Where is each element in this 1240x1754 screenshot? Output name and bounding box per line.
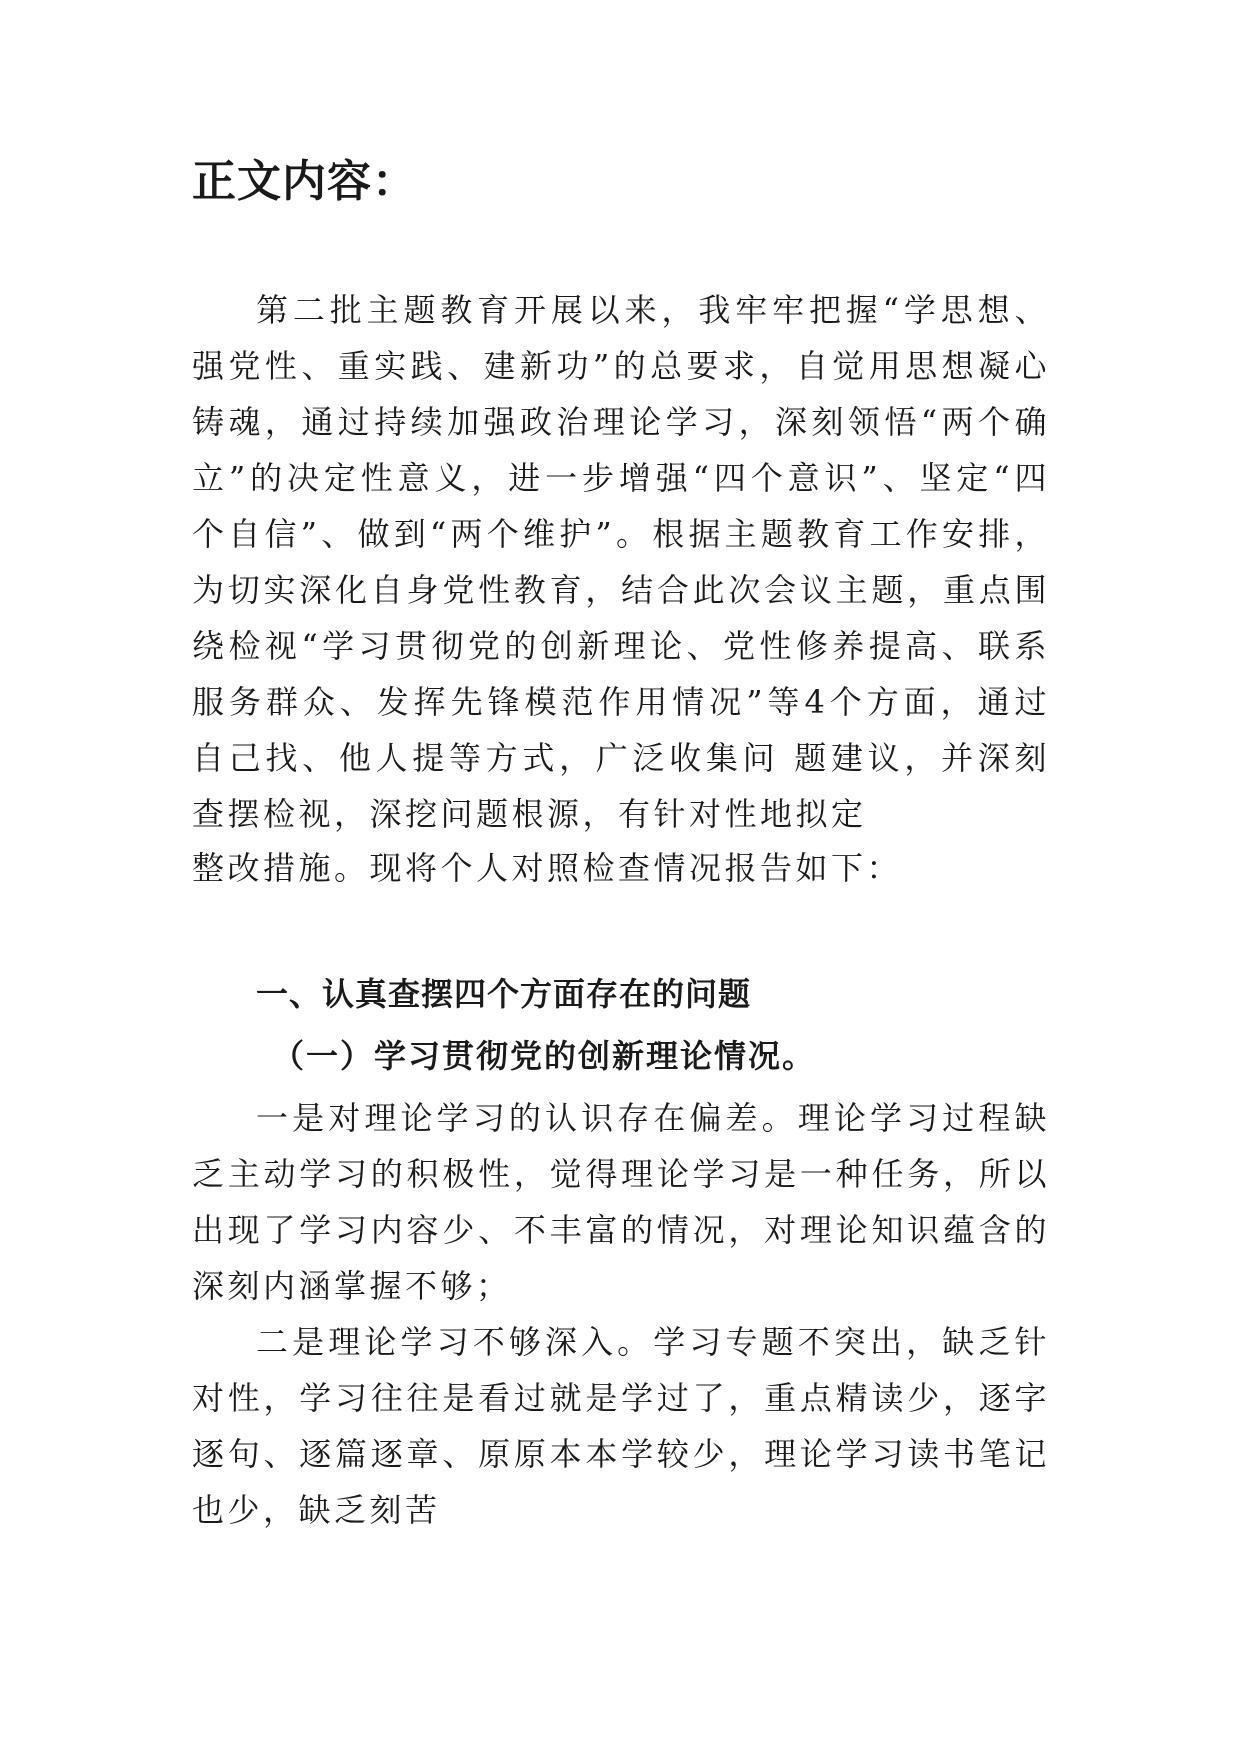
document-title: 正文内容： [192,156,417,207]
body-paragraph-2: 二是理论学习不够深入。学习专题不突出，缺乏针对性，学习往往是看过就是学过了，重点精读少，逐字逐句、逐篇逐章、原原本本学较少，理论学习读书笔记也少，缺乏刻苦 [192,1323,1050,1529]
section-heading: 一、认真查摆四个方面存在的问题 [256,975,752,1013]
intro-paragraph-tail: 整改措施。现将个人对照检查情况报告如下： [192,849,903,887]
body-paragraph-1: 一是对理论学习的认识存在偏差。理论学习过程缺乏主动学习的积极性，觉得理论学习是一种任务，所以出现了学习内容少、不丰富的情况，对理论知识蕴含的深刻内涵掌握不够； [192,1099,1050,1305]
subsection-heading: （一）学习贯彻党的创新理论情况。 [272,1037,817,1075]
intro-paragraph: 第二批主题教育开展以来，我牢牢把握“学思想、强党性、重实践、建新功”的总要求，自觉用思想凝心铸魂，通过持续加强政治理论学习，深刻领悟“两个确立”的决定性意义，进一步增强“四个意识”、坚定“四个自信”、做到“两个维护”。根据主题教育工作安排，为切实深化自身党性教育，结合此次会议主题，重点围绕检视“学习贯彻党的创新理论、党性修养提高、联系服务群众、发挥先锋模范作用情况”等4个方面，通过自己找、他人提等方式，广泛收集问 题建议，并深刻查摆检视，深挖问题根源，有针对性地拟定 [192,291,1050,833]
